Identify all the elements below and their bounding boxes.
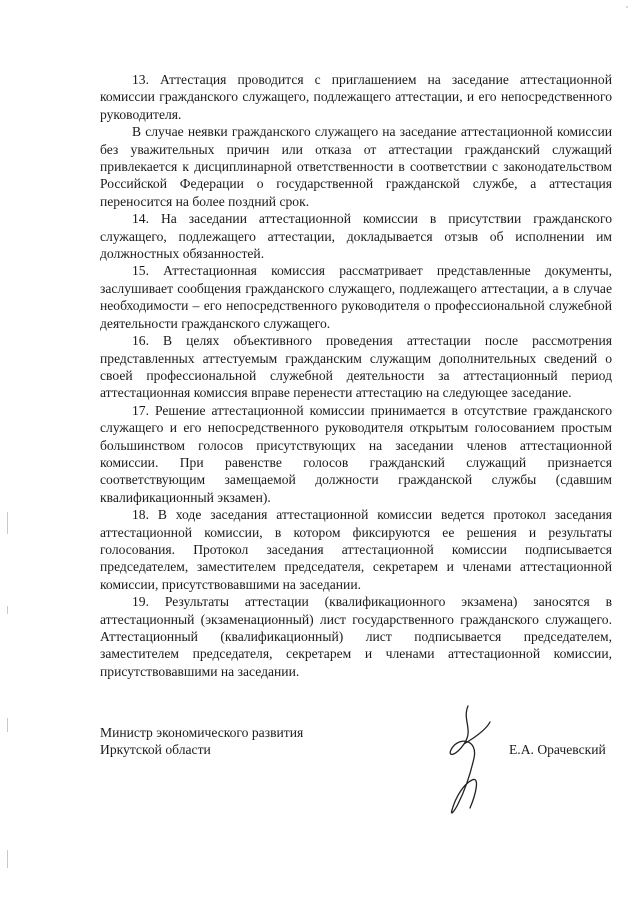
handwritten-signature: [434, 700, 502, 824]
signatory-title: [100, 724, 360, 759]
scan-margin-marks: [0, 0, 12, 899]
paragraph-14: 14. На заседании аттестационной комиссии в присутствии гражданского служащего, подлежащего аттестации, докладывается отзыв об исполнении им должностных обязанностей.: [100, 211, 612, 262]
signatory-title-line2: Иркутской области: [100, 742, 211, 758]
signatory-name: Е.А. Орачевский: [509, 742, 606, 757]
paragraph-19: 19. Результаты аттестации (квалификационного экзамена) заносятся в аттестационный (экзаменационный) лист государственного гражданского служащего. Аттестационный (квалификационный) лист подписывается председателем, заместителем председателя, секретарем и членами аттестационной комиссии, присутствовавшими на заседании.: [100, 594, 612, 679]
paragraph-18: 18. В ходе заседания аттестационной комиссии ведется протокол заседания аттестационной комиссии, в котором фиксируются ее решения и результаты голосования. Протокол заседания аттестационной комиссии подписывается председателем, заместителем председателя, секретарем и членами аттестационной комиссии, присутствовавшими на заседании.: [100, 507, 612, 592]
scan-dot: [626, 6, 628, 8]
paragraph-13: 13. Аттестация проводится с приглашением на заседание аттестационной комиссии гражданского служащего, подлежащего аттестации, и его непосредственного руководителя.: [100, 72, 612, 122]
document-body: [100, 71, 612, 680]
paragraph-15: 15. Аттестационная комиссия рассматривает представленные документы, заслушивает сообщения гражданского служащего, подлежащего аттестации, а в случае необходимости – его непосредственного руководителя о профессиональной служебной деятельности гражданского служащего.: [100, 263, 612, 331]
paragraph-17: 17. Решение аттестационной комиссии принимается в отсутствие гражданского служащего и его непосредственного руководителя открытым голосованием простым большинством голосов присутствующих на заседании членов аттестационной комиссии. При равенстве голосов гражданский служащий признается соответствующим замещаемой должности гражданской службы (сдавшим квалификационный экзамен).: [100, 402, 612, 505]
paragraph-16: 16. В целях объективного проведения аттестации после рассмотрения представленных аттестуемым гражданским служащим дополнительных сведений о своей профессиональной служебной деятельности за аттестационный период аттестационная комиссия вправе перенести аттестацию на следующее заседание.: [100, 333, 612, 401]
paragraph-13-absence: В случае неявки гражданского служащего на заседание аттестационной комиссии без уважительных причин или отказа от аттестации гражданский служащий привлекается к дисциплинарной ответственности в соответствии с законодательством Российской Федерации о государственной гражданской службе, а аттестация переносится на более поздний срок.: [100, 124, 612, 209]
signatory-title-line1: Министр экономического развития: [100, 725, 304, 740]
